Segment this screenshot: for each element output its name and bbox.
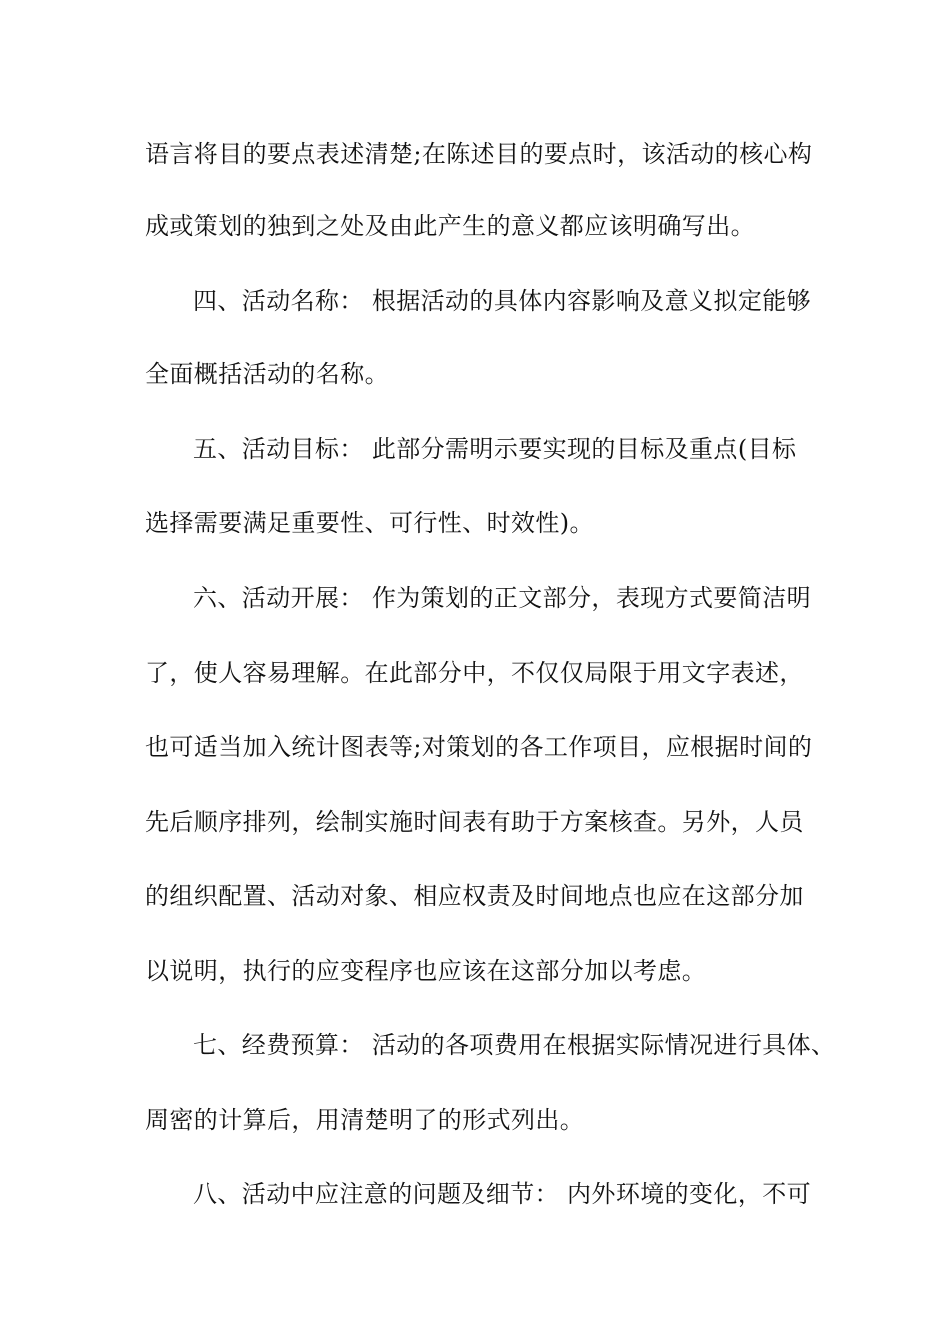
section-heading-notes: 八、活动中应注意的问题及细节： 内外环境的变化，不可 [193, 1180, 812, 1208]
text-line: 周密的计算后，用清楚明了的形式列出。 [145, 1106, 585, 1134]
text-line: 了，使人容易理解。在此部分中，不仅仅局限于用文字表述， [145, 659, 804, 687]
text-line: 的组织配置、活动对象、相应权责及时间地点也应在这部分加 [145, 882, 804, 910]
section-heading-activity-development: 六、活动开展： 作为策划的正文部分，表现方式要简洁明 [193, 584, 812, 612]
text-line: 语言将目的要点表述清楚;在陈述目的要点时，该活动的核心构 [145, 140, 813, 168]
section-heading-activity-goal: 五、活动目标： 此部分需明示要实现的目标及重点(目标 [193, 435, 797, 463]
text-line: 也可适当加入统计图表等;对策划的各工作项目，应根据时间的 [145, 733, 813, 761]
text-line: 成或策划的独到之处及由此产生的意义都应该明确写出。 [145, 212, 755, 240]
section-heading-activity-name: 四、活动名称： 根据活动的具体内容影响及意义拟定能够 [193, 287, 812, 315]
text-line: 选择需要满足重要性、可行性、时效性)。 [145, 509, 594, 537]
section-heading-budget: 七、经费预算： 活动的各项费用在根据实际情况进行具体、 [193, 1031, 836, 1059]
text-line: 先后顺序排列，绘制实施时间表有助于方案核查。另外，人员 [145, 808, 804, 836]
text-line: 全面概括活动的名称。 [145, 360, 389, 388]
text-line: 以说明，执行的应变程序也应该在这部分加以考虑。 [145, 957, 707, 985]
